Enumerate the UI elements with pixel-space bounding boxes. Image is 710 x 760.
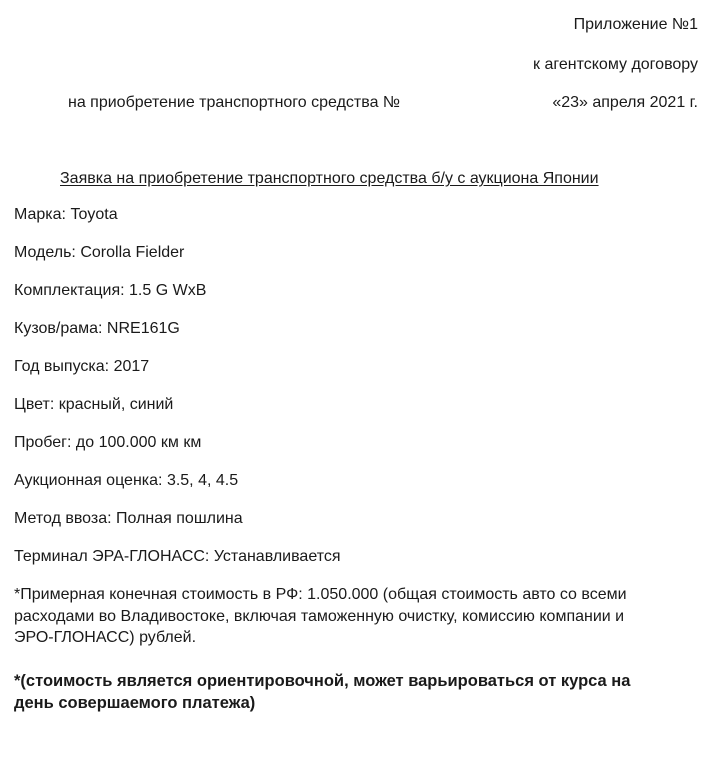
field-label: Терминал ЭРА-ГЛОНАСС: [14, 548, 210, 565]
disclaimer-line: день совершаемого платежа) [14, 694, 256, 712]
field-make [14, 206, 118, 224]
field-value: Toyota [70, 206, 118, 223]
field-label: Марка: [14, 206, 66, 223]
field-value: 2017 [113, 358, 150, 375]
document-title: Заявка на приобретение транспортного средства б/у с аукциона Японии [60, 170, 599, 187]
field-year [14, 358, 149, 376]
field-value: 1.5 G WxB [129, 282, 207, 299]
cost-note-line: *Примерная конечная стоимость в РФ: 1.050.000 (общая стоимость авто со всеми [14, 586, 627, 603]
field-value: Устанавливается [213, 548, 341, 565]
field-label: Метод ввоза: [14, 510, 112, 527]
field-trim [14, 282, 206, 300]
field-auction-grade [14, 472, 238, 490]
field-value: красный, синий [58, 396, 174, 413]
field-value: до 100.000 км км [75, 434, 202, 451]
field-value: NRE161G [106, 320, 180, 337]
appendix-number: Приложение №1 [573, 16, 698, 33]
field-import-method [14, 510, 243, 528]
field-label: Цвет: [14, 396, 55, 413]
field-value: 3.5, 4, 4.5 [166, 472, 239, 489]
cost-note-line: ЭРО-ГЛОНАСС) рублей. [14, 629, 197, 646]
field-label: Модель: [14, 244, 76, 261]
field-color [14, 396, 173, 414]
document-date: «23» апреля 2021 г. [552, 94, 698, 111]
field-label: Комплектация: [14, 282, 125, 299]
purchase-purpose: на приобретение транспортного средства № [68, 94, 401, 111]
field-label: Аукционная оценка: [14, 472, 163, 489]
field-label: Год выпуска: [14, 358, 110, 375]
field-era-glonass [14, 548, 341, 566]
disclaimer-note [14, 670, 699, 714]
field-label: Пробег: [14, 434, 72, 451]
field-value: Corolla Fielder [80, 244, 185, 261]
contract-reference: к агентскому договору [533, 56, 698, 73]
field-body-frame [14, 320, 180, 338]
disclaimer-line: *(стоимость является ориентировочной, может варьироваться от курса на [14, 672, 631, 690]
field-mileage [14, 434, 201, 452]
cost-note-line: расходами во Владивостоке, включая таможенную очистку, комиссию компании и [14, 607, 625, 625]
cost-note [14, 584, 699, 649]
field-model [14, 244, 184, 262]
field-value: Полная пошлина [116, 510, 243, 527]
field-label: Кузов/рама: [14, 320, 103, 337]
